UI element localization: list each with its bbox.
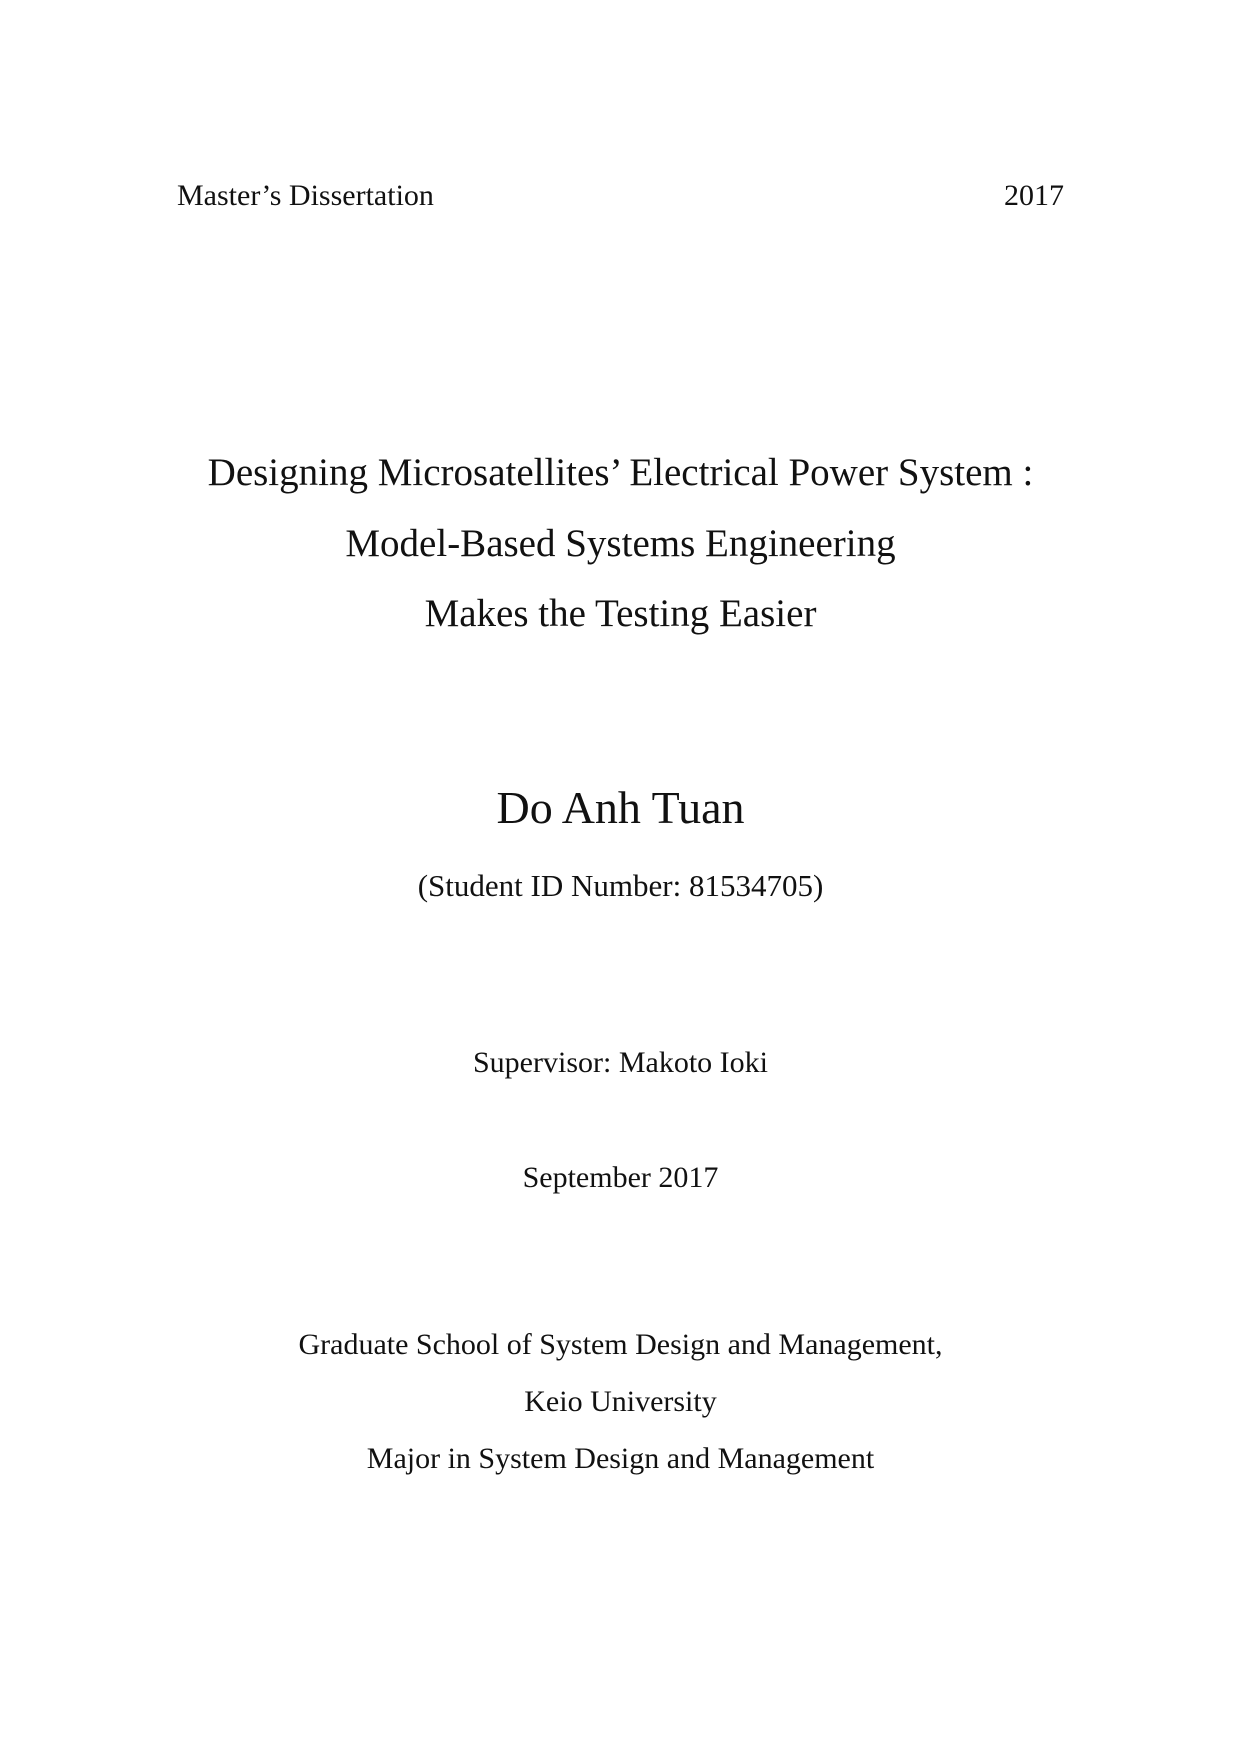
institution-line-2: Keio University (524, 1385, 717, 1418)
submission-date: September 2017 (522, 1161, 719, 1194)
author-name: Do Anh Tuan (496, 782, 745, 833)
institution-line-1: Graduate School of System Design and Management, (298, 1328, 943, 1361)
title-line-1: Designing Microsatellites’ Electrical Power System : (207, 451, 1034, 494)
supervisor: Supervisor: Makoto Ioki (473, 1046, 768, 1079)
institution-line-3: Major in System Design and Management (366, 1442, 875, 1475)
title-line-3: Makes the Testing Easier (424, 592, 817, 635)
student-id: (Student ID Number: 81534705) (417, 868, 824, 903)
title-line-2: Model-Based Systems Engineering (345, 522, 896, 565)
header-year: 2017 (1004, 179, 1064, 212)
document-type: Master’s Dissertation (177, 179, 434, 212)
